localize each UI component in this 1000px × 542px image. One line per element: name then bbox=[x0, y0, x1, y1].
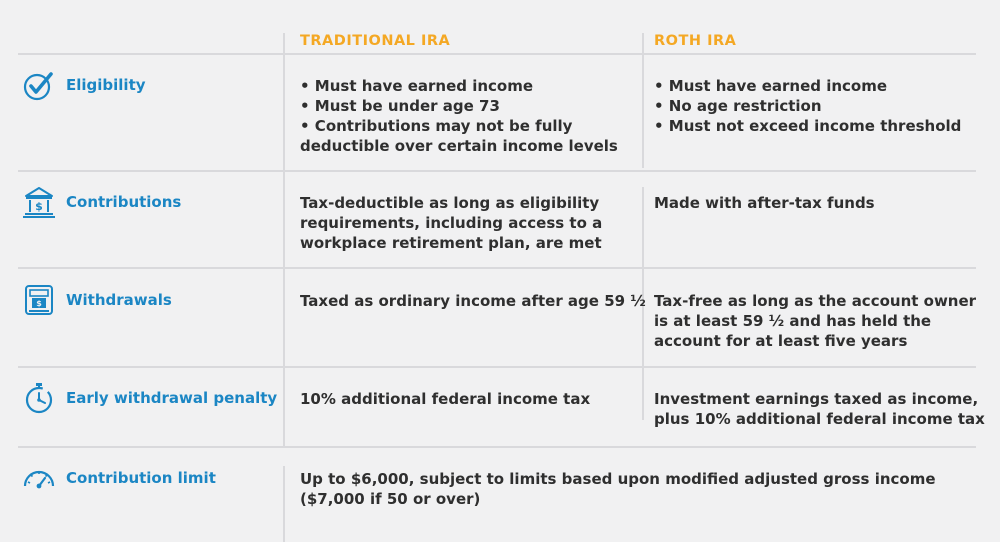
bank-icon bbox=[22, 185, 56, 219]
list-item: • No age restriction bbox=[654, 97, 822, 115]
stopwatch-icon bbox=[22, 381, 56, 415]
penalty-traditional bbox=[300, 389, 590, 409]
column-divider bbox=[283, 466, 285, 542]
row-divider bbox=[18, 267, 976, 269]
text-line: is at least 59 ½ and has held the bbox=[654, 312, 932, 330]
atm-icon bbox=[22, 283, 56, 317]
list-item: • Must have earned income bbox=[654, 77, 888, 95]
contributions-traditional bbox=[300, 193, 602, 253]
column-divider bbox=[642, 33, 644, 168]
contributions-roth bbox=[654, 193, 875, 213]
text-line: workplace retirement plan, are met bbox=[300, 234, 602, 252]
text-line: Tax-free as long as the account owner bbox=[654, 292, 977, 310]
eligibility-traditional bbox=[300, 76, 618, 156]
list-item: • Must have earned income bbox=[300, 77, 534, 95]
withdrawals-roth bbox=[654, 291, 976, 351]
row-divider bbox=[18, 53, 976, 55]
row-label-withdrawals: Withdrawals bbox=[66, 291, 172, 309]
penalty-roth bbox=[654, 389, 985, 429]
text-line: Tax-deductible as long as eligibility bbox=[300, 194, 600, 212]
contribution-limit-combined bbox=[300, 469, 936, 509]
list-item: deductible over certain income levels bbox=[300, 137, 618, 155]
header-traditional-ira: TRADITIONAL IRA bbox=[300, 33, 451, 49]
text-line: ($7,000 if 50 or over) bbox=[300, 490, 481, 508]
text-line: Up to $6,000, subject to limits based upon modified adjusted gross income bbox=[300, 470, 936, 488]
row-label-contributions: Contributions bbox=[66, 193, 182, 211]
text-line: requirements, including access to a bbox=[300, 214, 603, 232]
row-divider bbox=[18, 446, 976, 448]
row-label-contribution-limit: Contribution limit bbox=[66, 469, 216, 487]
text-line: Investment earnings taxed as income, bbox=[654, 390, 979, 408]
row-divider bbox=[18, 366, 976, 368]
text-line: Taxed as ordinary income after age 59 ½ bbox=[300, 292, 646, 310]
withdrawals-traditional bbox=[300, 291, 646, 311]
row-divider bbox=[18, 170, 976, 172]
text-line: plus 10% additional federal income tax bbox=[654, 410, 985, 428]
checkmark-icon bbox=[22, 69, 56, 103]
row-label-early-withdrawal-penalty: Early withdrawal penalty bbox=[66, 389, 278, 407]
header-roth-ira: ROTH IRA bbox=[654, 33, 737, 49]
column-divider bbox=[283, 33, 285, 446]
svg-text:$: $ bbox=[35, 200, 43, 213]
row-label-eligibility: Eligibility bbox=[66, 76, 146, 94]
text-line: 10% additional federal income tax bbox=[300, 390, 591, 408]
list-item: • Must be under age 73 bbox=[300, 97, 500, 115]
gauge-icon bbox=[22, 462, 56, 496]
list-item: • Must not exceed income threshold bbox=[654, 117, 962, 135]
list-item: • Contributions may not be fully bbox=[300, 117, 573, 135]
text-line: account for at least five years bbox=[654, 332, 908, 350]
text-line: Made with after-tax funds bbox=[654, 194, 875, 212]
svg-text:$: $ bbox=[36, 299, 42, 308]
eligibility-roth bbox=[654, 76, 961, 136]
